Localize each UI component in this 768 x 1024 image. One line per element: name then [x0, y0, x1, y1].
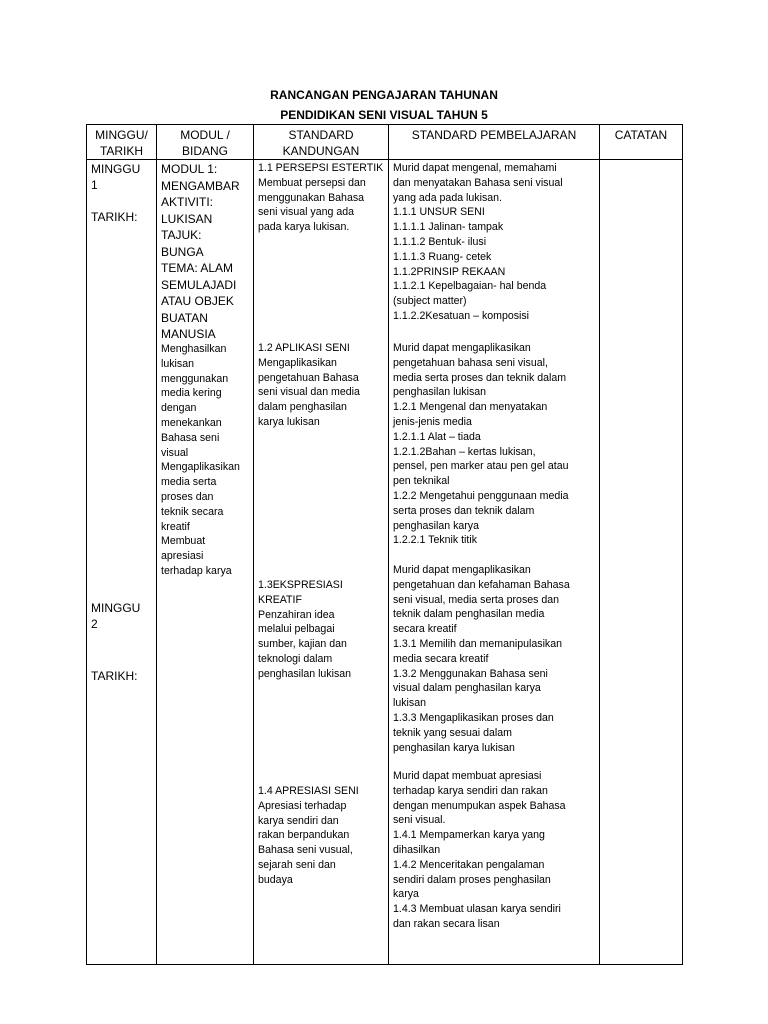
header-catatan: CATATAN [600, 125, 683, 160]
document-title: RANCANGAN PENGAJARAN TAHUNAN [270, 88, 498, 102]
document-subtitle: PENDIDIKAN SENI VISUAL TAHUN 5 [280, 108, 488, 122]
module-objectives: Menghasilkan lukisan menggunakan media kering dengan menekankan Bahasa seni visual Mengaplikasikan media serta proses dan teknik secara kreatif Membuat apresiasi terhadap karya [161, 343, 240, 577]
standard-kandungan-cell [254, 160, 389, 965]
header-standard-pembelajaran: STANDARD PEMBELAJARAN [389, 125, 600, 160]
week-cell [87, 160, 157, 965]
header-standard-kandungan: STANDARD KANDUNGAN [254, 125, 389, 160]
week-2-label: MINGGU 2 [91, 601, 141, 631]
catatan-cell [600, 160, 683, 965]
module-title: MODUL 1: MENGAMBAR AKTIVITI: LUKISAN TAJUK: BUNGA TEMA: ALAM SEMULAJADI ATAU OBJEK BUATAN MANUSIA [161, 162, 240, 341]
sp-1-1: Murid dapat mengenal, memahami dan menyatakan Bahasa seni visual yang ada pada lukisan. 1.1.1 UNSUR SENI 1.1.1.1 Jalinan- tampak 1.1.1.2 Bentuk- ilusi 1.1.1.3 Ruang- cetek 1.1.2PRINSIP REKAAN 1.1.2.1 Kepelbagaian- hal benda (subject matter) 1.1.2.2Kesatuan – komposisi [393, 162, 563, 322]
sp-1-3: Murid dapat mengaplikasikan pengetahuan dan kefahaman Bahasa seni visual, media serta proses dan teknik dalam penghasilan media secara kreatif 1.3.1 Memilih dan memanipulasikan media secara kreatif 1.3.2 Menggunakan Bahasa seni visual dalam penghasilan karya lukisan 1.3.3 Mengaplikasikan proses dan teknik yang sesuai dalam penghasilan karya lukisan [393, 564, 570, 754]
standard-pembelajaran-cell [389, 160, 600, 965]
sk-1-4: 1.4 APRESIASI SENI Apresiasi terhadap karya sendiri dan rakan berpandukan Bahasa seni vusual, sejarah seni dan budaya [258, 785, 359, 886]
date-1-label: TARIKH: [91, 210, 138, 224]
sp-1-2: Murid dapat mengaplikasikan pengetahuan bahasa seni visual, media serta proses dan teknik dalam penghasilan lukisan 1.2.1 Mengenal dan menyatakan jenis-jenis media 1.2.1.1 Alat – tiada 1.2.1.2Bahan – kertas lukisan, pensel, pen marker atau pen gel atau pen teknikal 1.2.2 Mengetahui penggunaan media serta proses dan teknik dalam penghasilan karya 1.2.2.1 Teknik titik [393, 342, 569, 547]
module-cell [157, 160, 254, 965]
sk-1-2: 1.2 APLIKASI SENI Mengaplikasikan pengetahuan Bahasa seni visual dan media dalam penghasilan karya lukisan [258, 342, 360, 428]
week-1-label: MINGGU 1 [91, 162, 141, 192]
sk-1-3: 1.3EKSPRESIASI KREATIF Penzahiran idea melalui pelbagai sumber, kajian dan teknologi dalam penghasilan lukisan [258, 579, 352, 680]
table-header-row [87, 125, 683, 160]
table-row [87, 160, 683, 965]
header-modul-bidang: MODUL / BIDANG [157, 125, 254, 160]
sk-1-1: 1.1 PERSEPSI ESTERTIK Membuat persepsi dan menggunakan Bahasa seni visual yang ada pada karya lukisan. [258, 162, 384, 234]
header-minggu-tarikh: MINGGU/ TARIKH [87, 125, 157, 160]
sp-1-4: Murid dapat membuat apresiasi terhadap karya sendiri dan rakan dengan menumpukan aspek Bahasa seni visual. 1.4.1 Mempamerkan karya yang dihasilkan 1.4.2 Menceritakan pengalaman sendiri dalam proses penghasilan karya 1.4.3 Membuat ulasan karya sendiri dan rakan secara lisan [393, 770, 566, 930]
date-2-label: TARIKH: [91, 669, 138, 683]
lesson-plan-table [86, 124, 683, 965]
